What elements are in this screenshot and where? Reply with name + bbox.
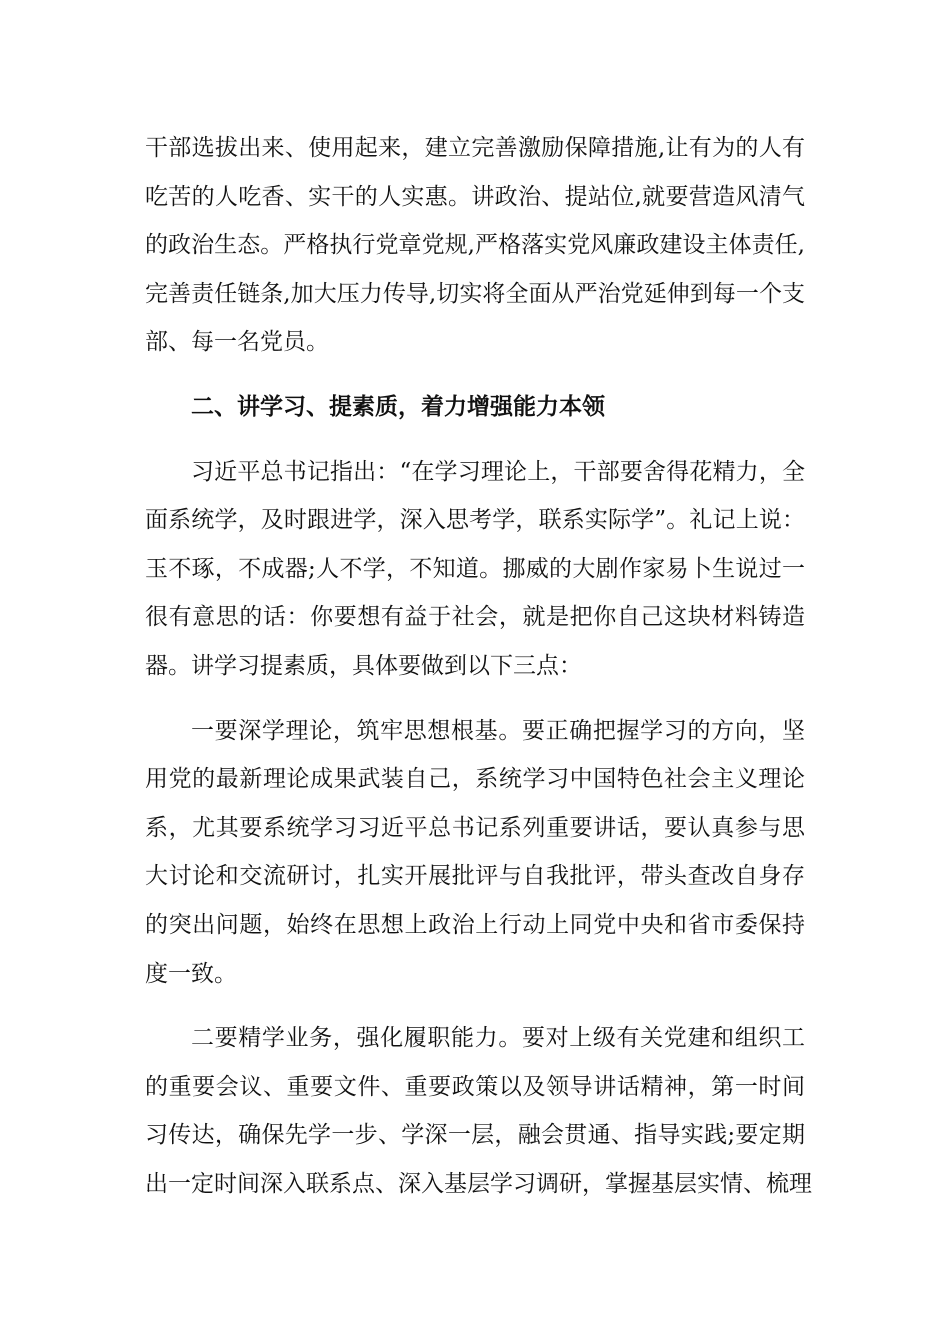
paragraph-line: 的突出问题，始终在思想上政治上行动上同党中央和省市委保持 [145, 911, 805, 938]
paragraph-line: 干部选拔出来、使用起来，建立完善激励保障措施,让有为的人有 [145, 135, 805, 161]
document-body [145, 124, 812, 1208]
paragraph-line: 玉不琢，不成器;人不学，不知道。挪威的大剧作家易卜生说过一 [145, 555, 805, 582]
paragraph-line: 的政治生态。严格执行党章党规,严格落实党风廉政建设主体责任, [145, 232, 805, 259]
paragraph [145, 1014, 812, 1208]
paragraph-line: 度一致。 [145, 960, 237, 987]
paragraph-line: 器。讲学习提素质，具体要做到以下三点： [145, 652, 582, 679]
paragraph-line: 面系统学，及时跟进学，深入思考学，联系实际学”。礼记上说： [145, 507, 805, 534]
paragraph-line: 很有意思的话：你要想有益于社会，就是把你自己这块材料铸造 [145, 604, 805, 631]
heading-text: 二、讲学习、提素质，着力增强能力本领 [191, 392, 605, 420]
paragraph-line: 系，尤其要系统学习习近平总书记系列重要讲话，要认真参与思 [145, 814, 805, 841]
paragraph [145, 707, 805, 999]
paragraph-gap [145, 367, 805, 383]
paragraph-line: 一要深学理论，筑牢思想根基。要正确把握学习的方向，坚 [191, 717, 805, 744]
paragraph-line: 完善责任链条,加大压力传导,切实将全面从严治党延伸到每一个支 [145, 280, 805, 307]
paragraph-line: 吃苦的人吃香、实干的人实惠。讲政治、提站位,就要营造风清气 [145, 183, 805, 210]
paragraph-line: 的重要会议、重要文件、重要政策以及领导讲话精神，第一时间 [145, 1073, 805, 1100]
paragraph-line: 习传达，确保先学一步、学深一层，融会贯通、指导实践;要定期 [145, 1122, 805, 1149]
paragraph [145, 448, 805, 691]
paragraph-line: 出一定时间深入联系点、深入基层学习调研，掌握基层实情、梳理 [145, 1170, 812, 1197]
section-heading [145, 383, 805, 432]
paragraph-line: 习近平总书记指出：“在学习理论上，干部要舍得花精力，全 [191, 458, 805, 485]
paragraph-line: 部、每一名党员。 [145, 329, 329, 356]
paragraph-gap [145, 691, 805, 707]
paragraph [145, 124, 805, 367]
paragraph-line: 二要精学业务，强化履职能力。要对上级有关党建和组织工 [191, 1025, 805, 1052]
paragraph-gap [145, 432, 805, 448]
paragraph-line: 大讨论和交流研讨，扎实开展批评与自我批评，带头查改自身存 [145, 863, 805, 890]
paragraph-line: 用党的最新理论成果武装自己，系统学习中国特色社会主义理论 [145, 766, 805, 793]
paragraph-gap [145, 998, 805, 1014]
